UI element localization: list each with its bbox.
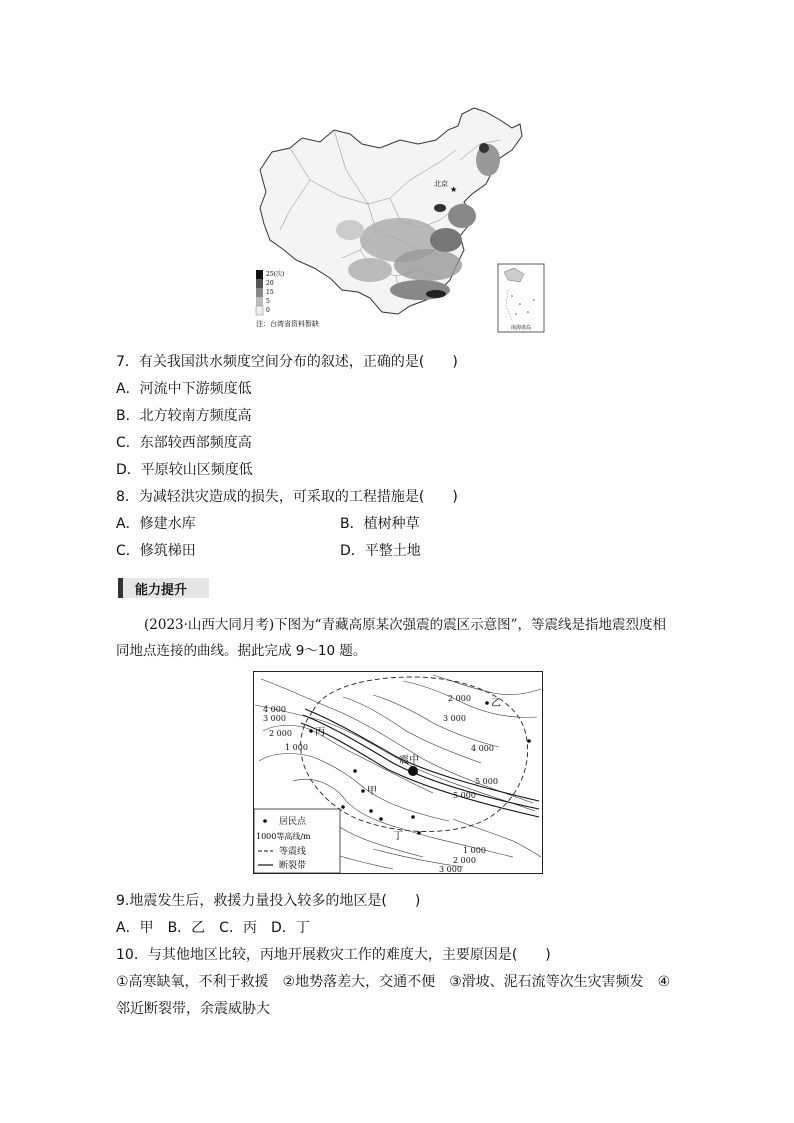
q8-option-c[interactable]: C．修筑梯田 bbox=[116, 543, 196, 559]
settlement-dot bbox=[309, 729, 313, 733]
legend-fault: 断裂带 bbox=[279, 861, 307, 871]
settlement-dot bbox=[369, 809, 373, 813]
settlement-dot bbox=[485, 701, 489, 705]
q8-option-a[interactable]: A．修建水库 bbox=[116, 516, 196, 532]
contour-label: 3 000 bbox=[443, 714, 466, 723]
earthquake-zone-map bbox=[253, 671, 543, 874]
section-tag-ability bbox=[118, 578, 209, 598]
beijing-star-icon: ★ bbox=[450, 185, 458, 194]
q7-stem: 7．有关我国洪水频度空间分布的叙述，正确的是( ) bbox=[116, 354, 458, 370]
q9-stem: 9.地震发生后，救援力量投入较多的地区是( ) bbox=[116, 893, 421, 909]
contour-label: 4 000 bbox=[263, 705, 286, 714]
intro-line-1: (2023·山西大同月考)下图为“青藏高原某次强震的震区示意图”，等震线是指地震烈度相 bbox=[144, 617, 666, 633]
legend-contour: 1000等高线/m bbox=[256, 832, 311, 841]
q8-stem: 8．为减轻洪灾造成的损失，可采取的工程措施是( ) bbox=[116, 489, 458, 505]
q10-choices-line-1: ①高寒缺氧，不利于救援 ②地势落差大，交通不便 ③滑坡、泥石流等次生灾害频发 ④ bbox=[116, 974, 671, 990]
south-china-sea-inset bbox=[498, 264, 544, 332]
contour-label: 2 000 bbox=[453, 856, 476, 865]
contour-label: 1 000 bbox=[463, 846, 486, 855]
beijing-label: 北京 bbox=[434, 180, 448, 188]
settlement-dot bbox=[341, 805, 345, 809]
contour-label: 5 000 bbox=[453, 791, 476, 800]
q10-choices-line-2: 邻近断裂带，余震威胁大 bbox=[116, 1001, 270, 1017]
settlement-dot bbox=[411, 815, 415, 819]
settlement-dot bbox=[379, 817, 383, 821]
q9-options[interactable]: A．甲 B．乙 C．丙 D．丁 bbox=[116, 920, 310, 936]
legend-5: 5 bbox=[266, 298, 270, 305]
intro-line-2: 同地点连接的曲线。据此完成 9～10 题。 bbox=[116, 643, 367, 659]
q7-option-c[interactable]: C．东部较西部频度高 bbox=[116, 435, 252, 451]
q7-option-a[interactable]: A．河流中下游频度低 bbox=[116, 381, 252, 397]
china-flood-frequency-map bbox=[250, 100, 550, 335]
place-jia: 甲 bbox=[367, 786, 377, 797]
map1-legend bbox=[256, 270, 284, 315]
settlement-dot bbox=[527, 739, 531, 743]
place-ding: 丁 bbox=[393, 831, 403, 842]
epicenter-label: 震中 bbox=[399, 755, 419, 766]
q8-option-b[interactable]: B．植树种草 bbox=[340, 516, 420, 532]
q10-stem: 10．与其他地区比较，丙地开展救灾工作的难度大，主要原因是( ) bbox=[116, 947, 551, 963]
legend-0: 0 bbox=[266, 307, 270, 314]
contour-label: 3 000 bbox=[263, 714, 286, 723]
section-title: 能力提升 bbox=[135, 583, 188, 598]
place-yi: 乙 bbox=[491, 698, 501, 709]
settlement-dot bbox=[361, 789, 365, 793]
q7-option-b[interactable]: B．北方较南方频度高 bbox=[116, 408, 252, 424]
settlement-dot bbox=[417, 831, 421, 835]
legend-isoseismal: 等震线 bbox=[279, 847, 307, 857]
china-outline bbox=[260, 108, 522, 314]
settlement-dot bbox=[353, 769, 357, 773]
contour-label: 4 000 bbox=[471, 744, 494, 753]
place-bing: 丙 bbox=[315, 727, 325, 738]
legend-25: 25(次) bbox=[266, 271, 285, 278]
contour-label: 2 000 bbox=[269, 729, 292, 738]
legend-20: 20 bbox=[266, 280, 274, 287]
contour-label: 5 000 bbox=[475, 777, 498, 786]
q7-option-d[interactable]: D．平原较山区频度低 bbox=[116, 462, 253, 478]
legend-settlement: 居民点 bbox=[279, 817, 307, 827]
contour-label: 2 000 bbox=[448, 694, 471, 703]
map2-legend bbox=[254, 809, 340, 873]
contour-label: 3 000 bbox=[439, 865, 462, 874]
map1-note: 注：台湾省资料暂缺 bbox=[256, 320, 319, 328]
inset-label: 南海诸岛 bbox=[510, 325, 532, 331]
q8-option-d[interactable]: D．平整土地 bbox=[340, 543, 421, 559]
contour-label: 1 000 bbox=[285, 743, 308, 752]
epicenter-marker bbox=[408, 766, 418, 776]
legend-15: 15 bbox=[266, 289, 274, 296]
